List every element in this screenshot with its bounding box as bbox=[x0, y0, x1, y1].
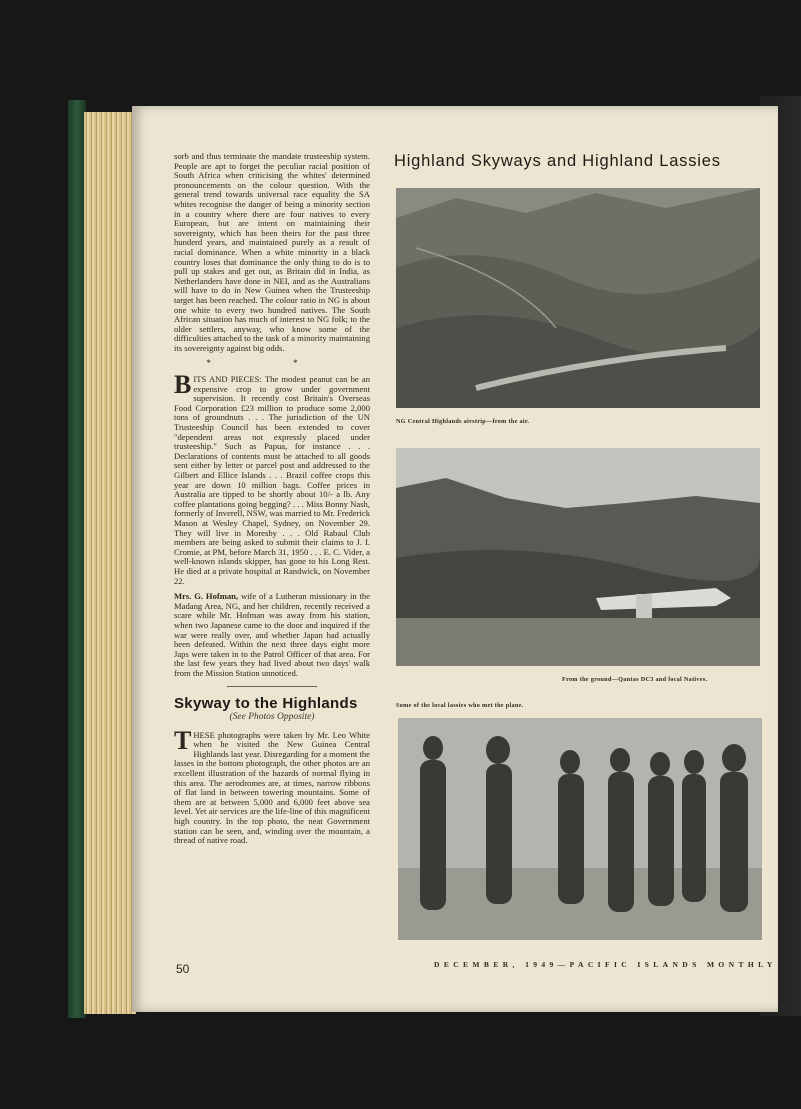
hofman-paragraph bbox=[174, 592, 370, 678]
photo3-caption: Some of the local lassies who met the plane. bbox=[396, 702, 524, 709]
section-heading: Skyway to the Highlands bbox=[174, 695, 358, 713]
skyway-paragraph: THESE photographs were taken by Mr. Leo White when he visited the New Guinea Central Highlands last year. Disregarding for a moment the lasses in the bottom photograph, the other photos are an excellent illustration of the hazards of normal flying in this area. The aerodromes are, at times, narrow ribbons of flat land in between towering mountains. Some of them are at between 5,000 and 6,000 feet above sea level. Yet air services are the life-line of this magnificent high country. In the top photo, the neat Government station can be seen, and, winding over the mountain, a thread of native road. bbox=[174, 725, 370, 846]
photo1-caption: NG Central Highlands airstrip—from the air. bbox=[396, 418, 530, 425]
page-number: 50 bbox=[176, 962, 190, 976]
section-subheading: (See Photos Opposite) bbox=[229, 712, 315, 723]
divider-rule bbox=[227, 686, 317, 687]
photo2-caption: From the ground—Qantas DC3 and local Natives. bbox=[562, 676, 708, 683]
left-text-column bbox=[174, 152, 370, 852]
aerial-airstrip-photo bbox=[396, 188, 760, 408]
highland-lassies-photo bbox=[398, 718, 762, 940]
section-separator: * * bbox=[206, 358, 338, 369]
magazine-page bbox=[132, 106, 778, 1012]
dc3-ground-photo bbox=[396, 448, 760, 666]
photo-spread-title: Highland Skyways and Highland Lassies bbox=[394, 152, 721, 170]
page-edges bbox=[84, 112, 136, 1014]
article-paragraph: sorb and thus terminate the mandate trusteeship system. People are apt to forget the peculiar racial position of South Africa when criticising the whites' determined pronouncements on the colour question. With the general trend towards universal race equality the SA whites recognise the danger of being a minority section in a country where there are four natives to every European, but are intent on maintaining their sovereignty, which has been theirs for the past three hunderd years, and maintained purely as a result of racial dominance. When a white minority in a black country loses that dominance the only thing to do is to pull up stakes and get out, as Britain did in India, as Netherlanders have done in NEI, and as the Australians will have to do in New Guinea when the Trusteeship target has been reached. The colour ratio in NG is about one white to every two hundred natives. The South African situation has much of interest to NG folk; to the older settlers, anyway, who know some of the difficulties attached to the task of a minority maintaining its sovereignty against big odds. bbox=[174, 151, 370, 353]
bits-and-pieces-paragraph: BITS AND PIECES: The modest peanut can be an expensive crop to grow under government supervision. It recently cost Britain's Overseas Food Corporation £23 million to produce some 2,000 tons of groundnuts . . . The jurisdiction of the UN Trusteeship Council has been extended to cover "dependent areas not expressly placed under trusteeship." Such as Papua, for instance . . . Declarations of contents must be attached to all goods sent either by letter or parcel post and addressed to the Gilbert and Ellice Islands . . . Brazil coffee crops this year are down 10 million bags. Coffee prices in Australia are tipped to be shortly about 10/- a lb. Any coffee plantations going begging? . . . Miss Bonny Nash, formerly of Inverell, NSW, was married to Mr. Frederick Mason at Wesley Chapel, Sydney, on November 29. They will live in Moresby . . . Old Rabaul Club members are being asked to submit their claims to J. I. Cromie, at PM, before March 31, 1950 . . . E. C. Vider, a well-known islands skipper, has gone to his Long Rest. He died at a private hospital at Randwick, on November 22. bbox=[174, 370, 370, 586]
page-footer: DECEMBER, 1949—PACIFIC ISLANDS MONTHLY bbox=[434, 960, 777, 969]
hofman-text: wife of a Lutheran missionary in the Madang Area, NG, and her children, recently received a scare while Mr. Hofman was away from his station, when two Japanese came to the door and inquired if the war were really over, and whether Japan had actually been defeated. Within the next three days eight more Japs were taken in to the Patrol Officer of that area. For the last few years they had lived about two days' walk from the Mission Station unnoticed. bbox=[174, 591, 371, 678]
hofman-name: Mrs. G. Hofman, bbox=[174, 591, 239, 602]
